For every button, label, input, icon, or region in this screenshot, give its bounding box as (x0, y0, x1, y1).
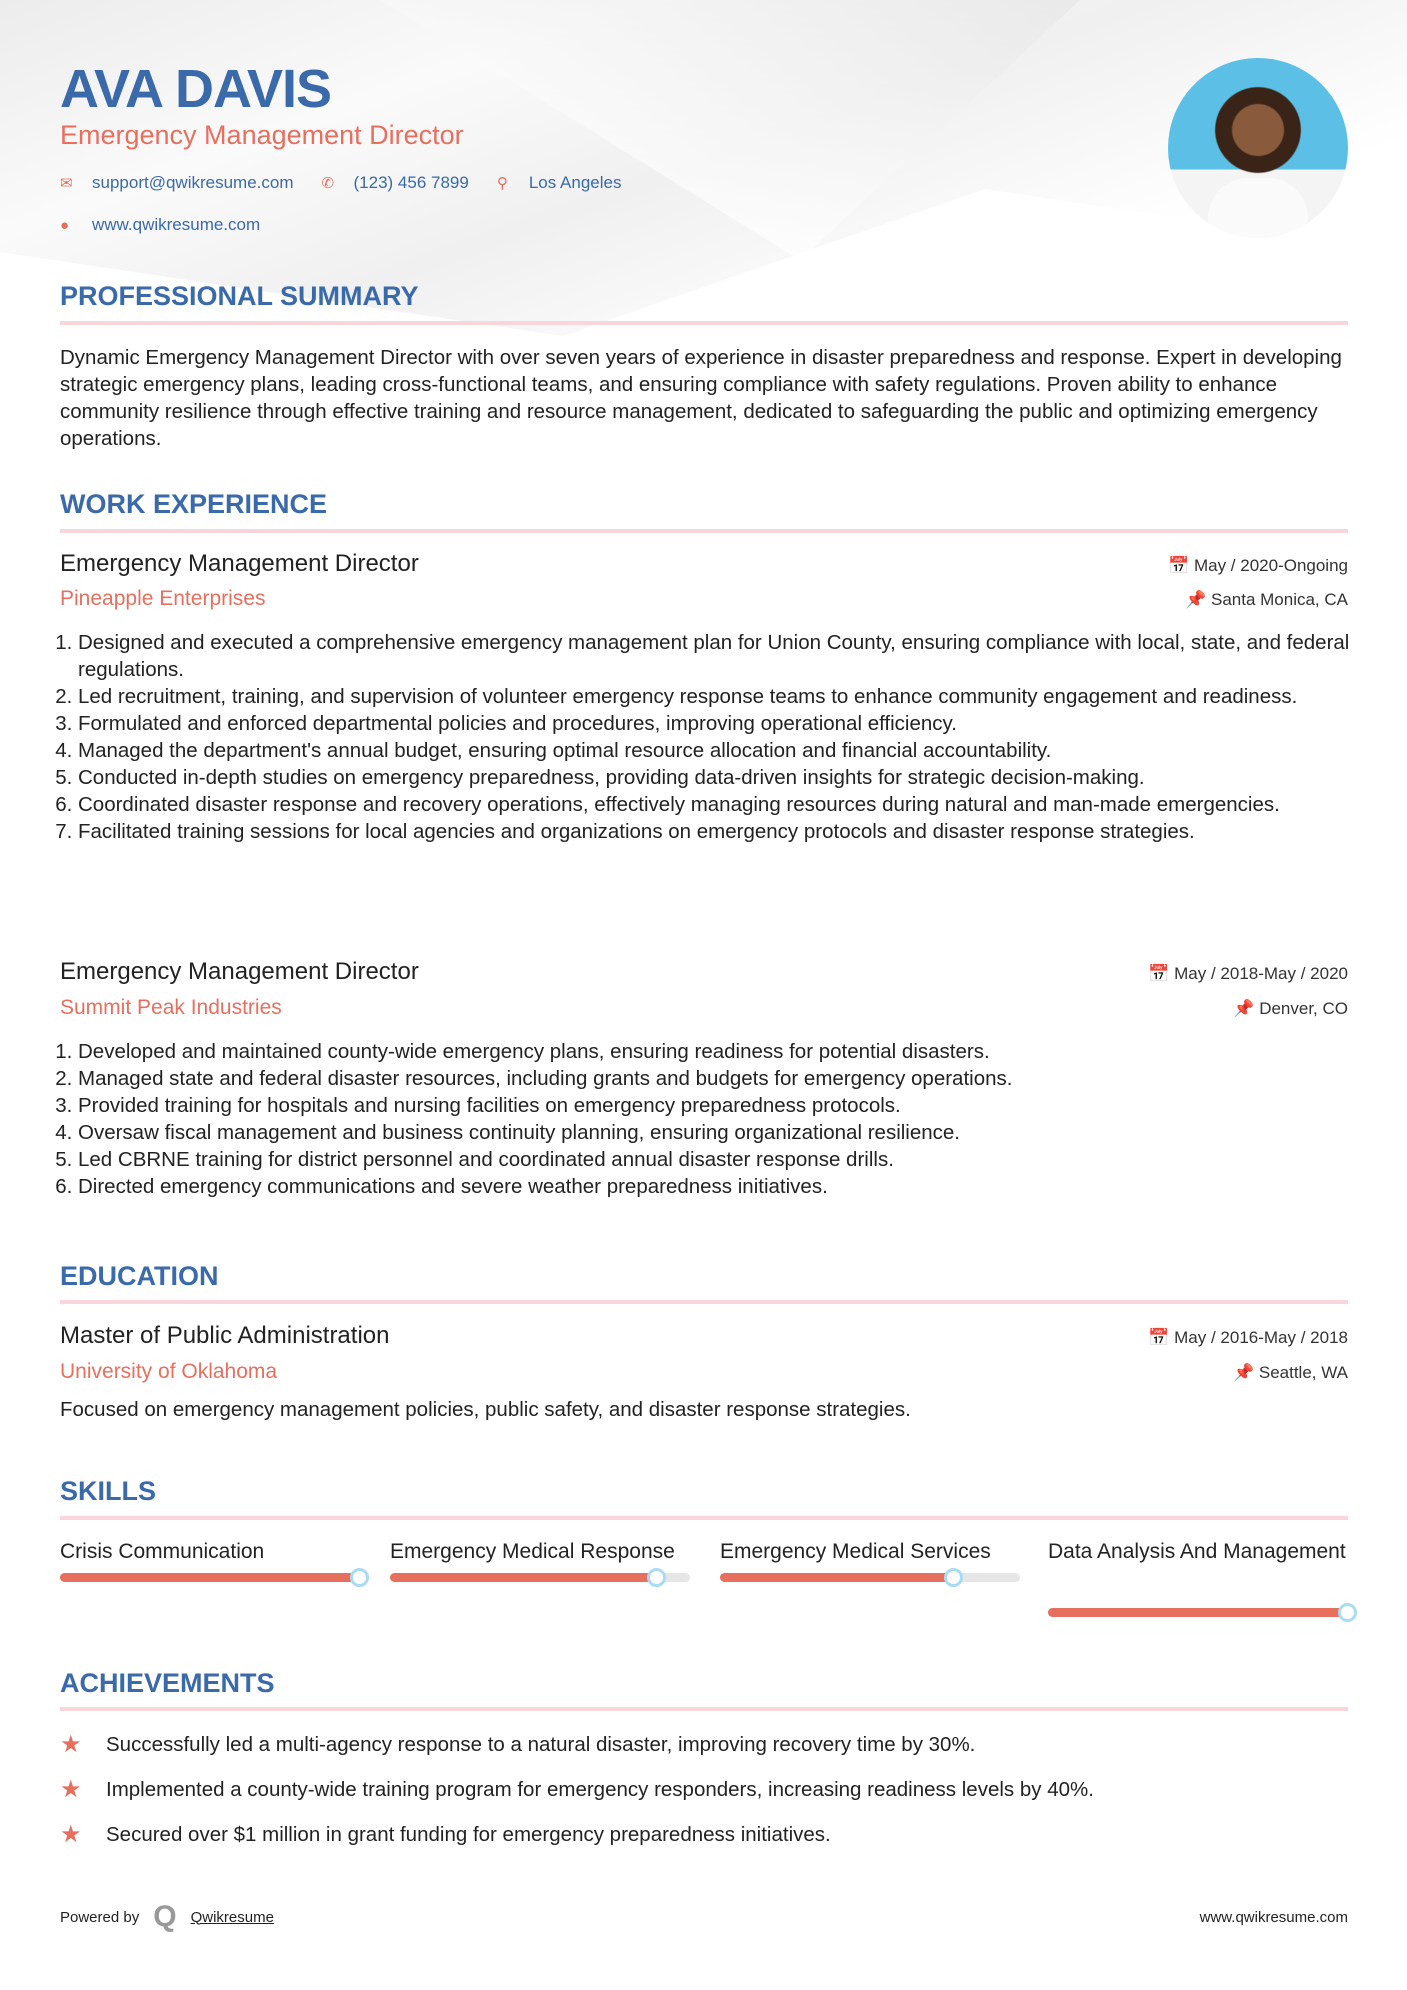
pin-icon: 📌 (1233, 999, 1260, 1018)
company-name: Summit Peak Industries (60, 996, 282, 1019)
list-item: 6. Coordinated disaster response and recovery operations, effectively managing resources during natural and man-made emergencies. (78, 791, 1350, 818)
list-item: 5. Led CBRNE training for district personnel and coordinated annual disaster response drills. (78, 1146, 1350, 1173)
skill-level-knob (944, 1568, 963, 1587)
summary-text: Dynamic Emergency Management Director with over seven years of experience in disaster preparedness and response. Expert in developing strategic emergency plans, leading cross-functional teams, and ensuring compliance with safety regulations. Proven ability to enhance community resilience through effective training and resource management, dedicated to safeguarding the public and optimizing emergency operations. (60, 346, 1342, 450)
list-item: 2. Managed state and federal disaster resources, including grants and budgets for emergency operations. (78, 1065, 1350, 1092)
website-row (60, 215, 260, 235)
achievement-item (60, 1820, 831, 1849)
skill-level-fill (60, 1573, 360, 1582)
list-item: 1. Developed and maintained county-wide emergency plans, ensuring readiness for potential disasters. (78, 1038, 1350, 1065)
achievements-heading: ACHIEVEMENTS (60, 1668, 275, 1698)
brand-link[interactable]: Qwikresume (190, 1908, 274, 1926)
candidate-name: AVA DAVIS (60, 59, 332, 119)
calendar-icon: 📅 (1168, 556, 1194, 575)
skill-item (60, 1538, 360, 1582)
job-location: Denver, CO (1259, 999, 1348, 1018)
skill-level-knob (647, 1568, 666, 1587)
profile-photo (1168, 58, 1348, 238)
list-item: 4. Managed the department's annual budget, ensuring optimal resource allocation and financial accountability. (78, 737, 1350, 764)
pin-icon: 📌 (1185, 590, 1211, 609)
skill-level-knob (1338, 1603, 1357, 1622)
map-pin-icon: ⚲ (496, 175, 508, 192)
education-header (60, 1322, 1348, 1350)
list-item: 3. Formulated and enforced departmental policies and procedures, improving operational efficiency. (78, 710, 1350, 737)
skill-level-knob (350, 1568, 369, 1587)
divider (60, 1300, 1348, 1304)
star-icon: ★ (60, 1731, 82, 1758)
list-item: 3. Provided training for hospitals and nursing facilities on emergency preparedness protocols. (78, 1092, 1350, 1119)
location-text: Los Angeles (528, 173, 622, 192)
summary-heading: PROFESSIONAL SUMMARY (60, 281, 419, 311)
powered-by-label: Powered by (60, 1908, 140, 1926)
education-date: May / 2016-May / 2018 (1174, 1328, 1348, 1347)
job-1-subheader (60, 587, 1348, 611)
skill-item (390, 1538, 690, 1582)
list-item: 5. Conducted in-depth studies on emergency preparedness, providing data-driven insights for strategic decision-making. (78, 764, 1350, 791)
star-icon: ★ (60, 1776, 82, 1803)
education-subheader (60, 1360, 1348, 1384)
skill-name: Crisis Communication (60, 1540, 265, 1563)
footer-website[interactable]: www.qwikresume.com (1199, 1908, 1348, 1926)
skill-level-bar (720, 1573, 1020, 1582)
list-item: 1. Designed and executed a comprehensive emergency management plan for Union County, ensuring compliance with local, state, and federal regulations. (78, 629, 1350, 683)
calendar-icon: 📅 (1148, 1328, 1175, 1347)
skill-name: Emergency Medical Response (390, 1540, 675, 1563)
skill-level-fill (720, 1573, 954, 1582)
skill-level-bar (1048, 1608, 1348, 1617)
contact-row (60, 173, 639, 193)
candidate-title: Emergency Management Director (60, 120, 464, 150)
skill-item (720, 1538, 1020, 1582)
job-2-header (60, 958, 1348, 986)
achievement-item (60, 1730, 975, 1759)
education-description: Focused on emergency management policies, public safety, and disaster response strategies. (60, 1398, 911, 1421)
divider (60, 529, 1348, 533)
job-2-subheader (60, 996, 1348, 1020)
phone-text: (123) 456 7899 (353, 173, 469, 192)
pin-icon: 📌 (1232, 1363, 1259, 1382)
job-1-header (60, 550, 1348, 578)
email-link[interactable]: support@qwikresume.com (92, 173, 294, 192)
globe-icon: ● (60, 216, 70, 234)
education-heading: EDUCATION (60, 1261, 219, 1291)
list-item: 4. Oversaw fiscal management and business continuity planning, ensuring organizational resilience. (78, 1119, 1350, 1146)
skill-name: Emergency Medical Services (720, 1540, 991, 1563)
skill-name: Data Analysis And Management (1048, 1540, 1346, 1563)
website-link[interactable]: www.qwikresume.com (92, 215, 261, 234)
job-title: Emergency Management Director (60, 550, 419, 577)
achievement-text: Successfully led a multi-agency response to a natural disaster, improving recovery time by 30%. (106, 1732, 976, 1756)
school-name: University of Oklahoma (60, 1360, 278, 1383)
phone-icon: ✆ (321, 175, 335, 192)
degree: Master of Public Administration (60, 1322, 390, 1349)
achievement-item (60, 1775, 1094, 1804)
job-1-bullets (60, 629, 1350, 845)
achievement-text: Secured over $1 million in grant funding for emergency preparedness initiatives. (106, 1822, 831, 1846)
star-icon: ★ (60, 1821, 82, 1848)
skills-heading: SKILLS (60, 1476, 157, 1506)
list-item: 2. Led recruitment, training, and supervision of volunteer emergency response teams to enhance community engagement and readiness. (78, 683, 1350, 710)
calendar-icon: 📅 (1148, 964, 1175, 983)
job-2-bullets (60, 1038, 1350, 1200)
footer (60, 1900, 1348, 1934)
job-location: Santa Monica, CA (1210, 590, 1348, 609)
job-date: May / 2018-May / 2020 (1174, 964, 1348, 983)
education-location: Seattle, WA (1258, 1363, 1348, 1382)
achievement-text: Implemented a county-wide training program for emergency responders, increasing readiness levels by 40%. (106, 1777, 1094, 1801)
envelope-icon: ✉ (60, 175, 73, 192)
qwikresume-logo-icon: Q (153, 1900, 177, 1933)
list-item: 6. Directed emergency communications and severe weather preparedness initiatives. (78, 1173, 1350, 1200)
skill-level-fill (1048, 1608, 1348, 1617)
skill-level-bar (60, 1573, 360, 1582)
divider (60, 1707, 1348, 1711)
divider (60, 321, 1348, 325)
company-name: Pineapple Enterprises (60, 587, 266, 610)
skill-item (1048, 1538, 1348, 1617)
job-date: May / 2020-Ongoing (1193, 556, 1348, 575)
list-item: 7. Facilitated training sessions for local agencies and organizations on emergency protocols and disaster response strategies. (78, 818, 1350, 845)
job-title: Emergency Management Director (60, 958, 419, 985)
divider (60, 1516, 1348, 1520)
experience-heading: WORK EXPERIENCE (60, 489, 328, 519)
skill-level-fill (390, 1573, 657, 1582)
skill-level-bar (390, 1573, 690, 1582)
